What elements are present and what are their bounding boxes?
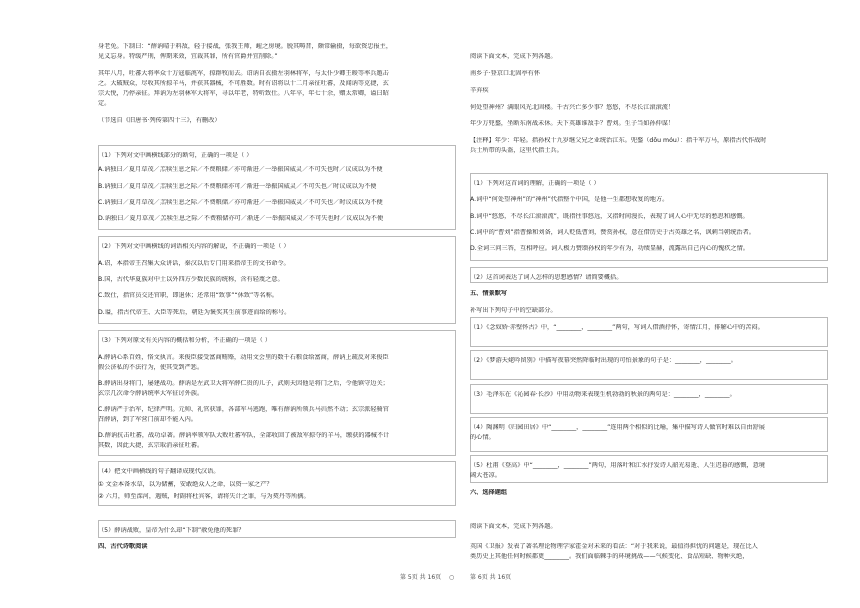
text-line: 身老免。下制曰：“薛讷晴于料敌，轻于接战，张我王师，衄之房境。脱其畴昔，颇常输摄，每欲资忠报主， (98, 43, 393, 50)
text-line: 定。 (98, 100, 111, 107)
text-line: 见义忘身。特缓严刑，俾期来效，宜裁其罪，所有官爵并宜削除。” (98, 53, 278, 60)
text-line: C.薛讷严于治军，纪律严明。元帅、礼官获罪，各部军马逃跑，唯有薛讷所领兵马岿然不动；玄宗派轻骑官 (98, 406, 389, 413)
text-line: 宗大悦，乃停亲征。拜讷为左羽林军大将军，寻以年老，特听致仕。八年卒，年七十余，赠太常卿，谥曰昭 (98, 90, 389, 97)
text-line: （2）下列对文中画横线的词语相关内容的解说，不正确的一项是（ ） (98, 243, 290, 250)
text-line: B.薛讷出身将门，屡建战功。薛讷是左武卫大将军薛仁贵的儿子，武则天因他是将门之后，令他镇守边关； (98, 380, 389, 387)
section-heading: 四、古代诗歌阅读 (98, 543, 148, 550)
text-line: 阅读下面文本，完成下列各题。 (470, 53, 557, 60)
text-line: （1）《念奴娇·赤壁怀古》中，“________，________”两句，写词人借酒抒怀，寄情江月，排解心中的苦闷。 (470, 324, 764, 331)
text-line: B.国，古代华夏族对中土以外四方少数民族的统称，含有轻蔑之意。 (98, 276, 284, 283)
text-line: C.词中的“曹刘”指曹操和刘备，词人贬低曹刘，赞赏孙权，意在借历史于古英雄之名，讽刺当朝统治者。 (470, 229, 755, 236)
text-line: （5）薛讷战败，皇帝为什么却“下制”赦免他的死罪？ (98, 527, 245, 534)
text-line: （2）《梦游天姥吟留别》中描写夜幕突然降临时出现的可怕景象的句子是：________，________。 (470, 357, 737, 364)
section-heading: 五、情景默写 (470, 290, 508, 297)
question-frame (470, 384, 828, 414)
text-line: 其数，因此大捷，玄宗取消亲征吐蕃。 (98, 442, 204, 449)
text-line: （1）下列对这首词的理解，正确的一项是（ ） (470, 180, 600, 187)
text-line: 年少万兜鍪，坐断东南战未休。天下英雄谁敌手？曹刘。生子当如孙仲谋！ (470, 120, 675, 127)
text-line: 英国《卫报》发表了著名理论物理学家霍金对未来的看法：“对于我来说，最值得担忧的问题是，现在比人 (470, 543, 758, 550)
text-line: 兵士所带的头盔，这里代指士兵。 (470, 147, 563, 154)
text-line: 【注释】年少：年轻。指孙权十九岁继父兄之业统治江东。兜鍪（dōu móu）：指千军万马，原指古代作战时 (470, 137, 767, 144)
text-line: D.讷独曰／夏月草茂／羔犊生息之际／不费粮储亦可／渐进／一举振国威灵／不可失也时／议成以为不便 (98, 215, 384, 222)
text-line: ① 文金本备水草，以为储蓄，安敢绝众人之命，以资一家之产？ (98, 481, 273, 488)
text-line: 其年八月，吐蕃大将率众十万寇临洮军，掠群牧而去。诏讷自衣摄左羽林将军，与太仆少卿王晙等率兵邀击 (98, 70, 389, 77)
text-line: 的心情。 (470, 434, 495, 441)
text-line: 辛弃疾 (470, 87, 489, 94)
text-line: （4）把文中画横线的句子翻译成现代汉语。 (98, 468, 220, 475)
text-line: 阔大苍凉。 (470, 472, 501, 479)
text-line: ② 六月，师至滦河，遇贼，时副将杜宾客，请将失计之罪，与为契丹等所擒。 (98, 493, 310, 500)
text-line: C.讷独曰／夏月草茂／羔犊生息之际／不费粮储／亦可渐进／一举振国威灵／不可失也／时议成以为不便 (98, 199, 383, 206)
text-line: （5）杜甫《登高》中“________，________”两句，用落叶和江水抒发诗人韶光易逝、人生迟暮的感慨，意境 (470, 462, 765, 469)
text-line: （节选自《旧唐书·列传第四十三》，有删改） (98, 117, 221, 124)
text-line: （3）毛泽东在《沁园春·长沙》中用动物来表现生机勃勃的秋景的两句是：________，________。 (470, 391, 736, 398)
text-line: 类历史上其他任何时候都更________。我们面临棘手的环境挑战——气候变化、食品短缺、物种灭绝， (470, 553, 749, 560)
text-line: B.词中“悠悠，不尽长江滚滚流”，既指往事悠远，又指时间漫长，表现了词人心中无尽的愁思和感慨。 (470, 213, 749, 220)
text-line: A.诏，本指帝王召集大众讲话，秦汉以后专门用来指帝王的文书命令。 (98, 260, 290, 267)
text-line: A.薛讷心系百姓，恪文执言。来俊臣接受富商贿赂，动用文会里的数千石粮食给富商，薛讷上疏反对来俊臣 (98, 354, 389, 361)
page-separator: ○ (449, 574, 455, 581)
text-line: A.讷独曰／夏月草茂／羔犊生息之际／不费粮储／亦可渐进／一举振国威灵／不可失也时／议成以为不便 (98, 166, 383, 173)
text-line: （3）下列对原文有关内容的概括和分析，不正确的一项是（ ） (98, 337, 271, 344)
text-line: 阅读下面文本，完成下列各题。 (470, 523, 557, 530)
text-line: 玄宗几次命令薛讷统率大军征讨外族。 (98, 390, 204, 397)
section-heading: 六、选择题组 (470, 489, 508, 496)
text-line: D.谥，指古代帝王、大臣等死后，朝廷为褒奖其生前事迹而给的称号。 (98, 309, 291, 316)
page-footer (0, 573, 860, 583)
text-line: （1）下列对文中画横线部分的断句，正确的一项是（ ） (98, 152, 253, 159)
text-line: 召薛讷，到了军营门前却不能入内。 (98, 416, 197, 423)
text-line: D.薛讷抗击吐蕃，战功卓著。薛讷率领军队大败吐蕃军队，全部收回了被敌军掠夺的羊马，缴获的器械不计 (98, 432, 390, 439)
left-page-number: 第 5页 共 16页 (400, 574, 442, 581)
question-frame (470, 350, 828, 380)
right-page-number: 第 6页 共 16页 (470, 574, 512, 581)
question-frame (470, 417, 828, 452)
text-line: （2）这首词表达了词人怎样的思想感情？请简要概括。 (470, 274, 623, 281)
text-line: 假公济私的不法行为，使其受到严惩。 (98, 364, 204, 371)
text-line: 何处望神州？满眼风光北固楼。千古兴亡多少事？悠悠，不尽长江滚滚流！ (470, 104, 675, 111)
text-line: 补写出下列句子中的空缺部分。 (470, 307, 557, 314)
text-line: 之。大破贼众，尽收其所掠羊马，并获其器械，不可胜数。时有诏将以十二月亲征吐蕃，及闻讷等克捷，玄 (98, 80, 389, 87)
text-line: 南乡子·登京口北固亭有怀 (470, 70, 541, 77)
text-line: C.致仕，指官员交还官职，即退休；还常用“致事”“休致”等名称。 (98, 292, 278, 299)
text-line: A.词中“何处望神州”的“神州”代指整个中国，是他一生都想收复的地方。 (470, 196, 669, 203)
text-line: B.讷独曰／夏月草茂／羔犊生息之际／不费粮储亦可／渐进一举振国威灵／不可失也／时议成以为不便 (98, 183, 377, 190)
question-frame (470, 317, 828, 347)
text-line: （4）陶渊明《归园田居》中“________，________”连用两个相似的比喻，集中描写诗人做官时难以自由舒展 (470, 424, 765, 431)
text-line: D.全词三问三答，互相呼应。词人极力赞颂孙权的年少有为，功绩显赫，流露出自己内心的愧疚之情。 (470, 245, 749, 252)
